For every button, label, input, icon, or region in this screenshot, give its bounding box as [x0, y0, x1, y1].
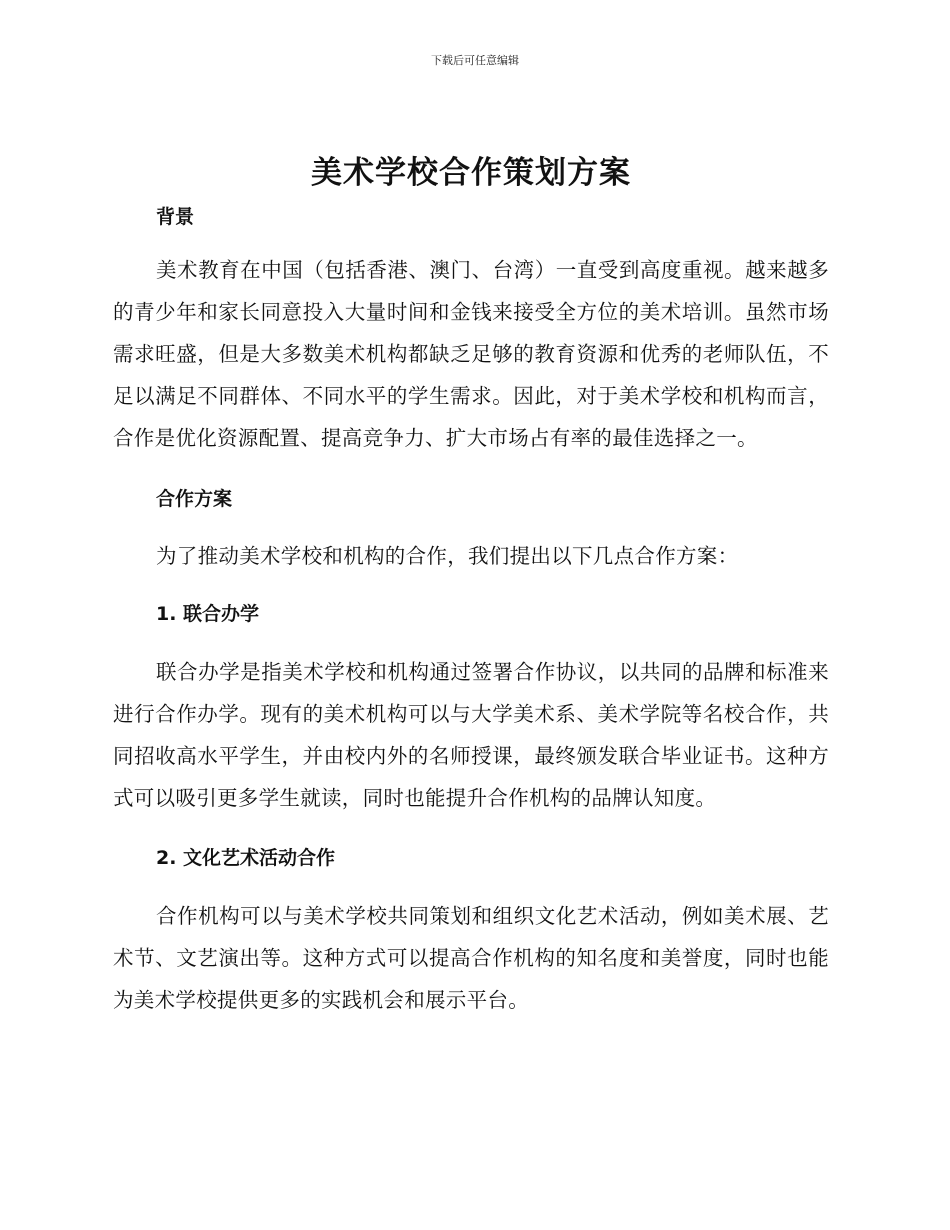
- section-heading-cultural-activities: 2. 文化艺术活动合作: [156, 847, 336, 869]
- paragraph-cooperation-intro: 为了推动美术学校和机构的合作，我们提出以下几点合作方案：: [156, 544, 739, 568]
- section-heading-background: 背景: [156, 206, 195, 228]
- paragraph-cultural-activities: 合作机构可以与美术学校共同策划和组织文化艺术活动，例如美术展、艺术节、文艺演出等。这种方式可以提高合作机构的知名度和美誉度，同时也能为美术学校提供更多的实践机会和展示平台。: [113, 904, 829, 1012]
- paragraph-background: 美术教育在中国（包括香港、澳门、台湾）一直受到高度重视。越来越多的青少年和家长同意投入大量时间和金钱来接受全方位的美术培训。虽然市场需求旺盛，但是大多数美术机构都缺乏足够的教育资源和优秀的老师队伍，不足以满足不同群体、不同水平的学生需求。因此，对于美术学校和机构而言，合作是优化资源配置、提高竞争力、扩大市场占有率的最佳选择之一。: [113, 258, 829, 450]
- page-header-note: 下载后可任意编辑: [431, 54, 519, 67]
- paragraph-joint-school: 联合办学是指美术学校和机构通过签署合作协议，以共同的品牌和标准来进行合作办学。现有的美术机构可以与大学美术系、美术学院等名校合作，共同招收高水平学生，并由校内外的名师授课，最终颁发联合毕业证书。这种方式可以吸引更多学生就读，同时也能提升合作机构的品牌认知度。: [113, 660, 829, 810]
- document-body: [113, 148, 829, 1021]
- section-heading-cooperation-plan: 合作方案: [156, 488, 233, 510]
- document-title: 美术学校合作策划方案: [311, 155, 631, 191]
- section-heading-joint-school: 1. 联合办学: [156, 603, 260, 625]
